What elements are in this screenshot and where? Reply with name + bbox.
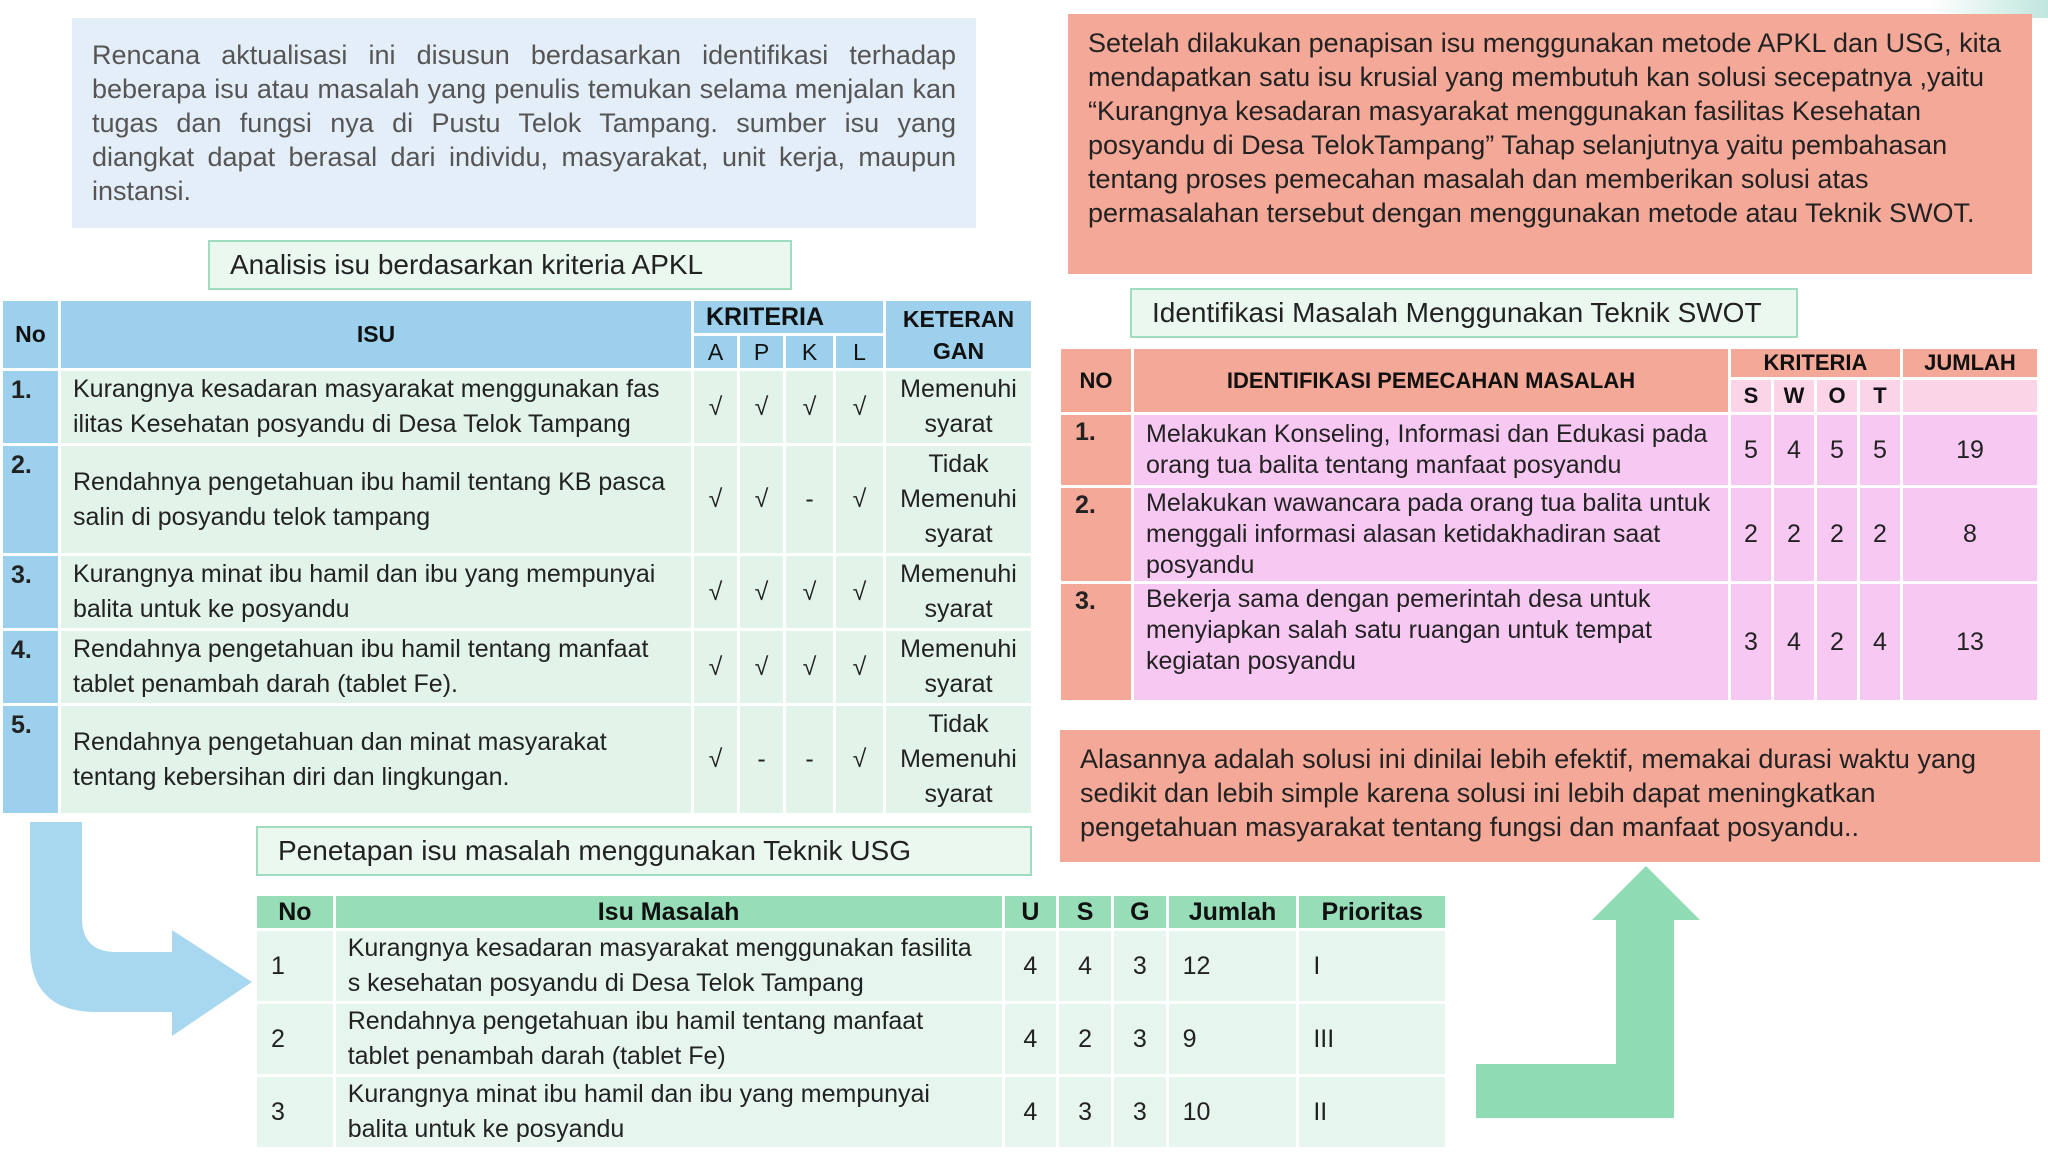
apkl-header-kriteria: KRITERIA bbox=[694, 301, 883, 333]
score-o: 2 bbox=[1817, 488, 1857, 581]
swot-header-jumlah-blank bbox=[1903, 380, 2037, 412]
issue-text: Kurangnya kesadaran masyarakat menggunakan fas ilitas Kesehatan posyandu di Desa Telok Tampang bbox=[61, 371, 691, 443]
score-total: 13 bbox=[1903, 584, 2037, 700]
criteria-k: - bbox=[786, 446, 833, 553]
apkl-header-l: L bbox=[836, 336, 883, 368]
intro-text: Rencana aktualisasi ini disusun berdasarkan identifikasi terhadap beberapa isu atau masalah yang penulis temukan selama menjalan kan tugas dan fungsi nya di Pustu Telok Tampang. sumber isu yang diangkat dapat berasal dari individu, masyarakat, unit kerja, maupun instansi. bbox=[72, 18, 976, 228]
swot-header-no: NO bbox=[1061, 349, 1131, 412]
criteria-p: √ bbox=[740, 556, 783, 628]
keterangan-text: Memenuhi syarat bbox=[886, 556, 1031, 628]
apkl-header-p: P bbox=[740, 336, 783, 368]
criteria-k: √ bbox=[786, 371, 833, 443]
score-t: 2 bbox=[1860, 488, 1900, 581]
score-g: 3 bbox=[1114, 931, 1166, 1001]
table-row bbox=[257, 931, 1445, 1001]
criteria-k: √ bbox=[786, 631, 833, 703]
criteria-p: √ bbox=[740, 371, 783, 443]
priority: III bbox=[1299, 1004, 1445, 1074]
criteria-p: √ bbox=[740, 446, 783, 553]
score-s: 3 bbox=[1059, 1077, 1111, 1147]
apkl-header-isu: ISU bbox=[61, 301, 691, 368]
swot-header-jumlah: JUMLAH bbox=[1903, 349, 2037, 377]
swot-table bbox=[1058, 346, 2040, 703]
table-row bbox=[257, 1077, 1445, 1147]
score-t: 5 bbox=[1860, 415, 1900, 485]
swot-header-identifikasi: IDENTIFIKASI PEMECAHAN MASALAH bbox=[1134, 349, 1728, 412]
apkl-label: Analisis isu berdasarkan kriteria APKL bbox=[208, 240, 792, 290]
row-number: 1. bbox=[3, 371, 58, 443]
table-row bbox=[257, 1004, 1445, 1074]
criteria-l: √ bbox=[836, 631, 883, 703]
table-row bbox=[1061, 415, 2037, 485]
criteria-l: √ bbox=[836, 556, 883, 628]
usg-header-no: No bbox=[257, 896, 333, 928]
score-s: 4 bbox=[1059, 931, 1111, 1001]
score-total: 8 bbox=[1903, 488, 2037, 581]
apkl-table bbox=[0, 298, 1034, 816]
criteria-l: √ bbox=[836, 706, 883, 813]
criteria-l: √ bbox=[836, 446, 883, 553]
score-g: 3 bbox=[1114, 1077, 1166, 1147]
criteria-a: √ bbox=[694, 446, 737, 553]
usg-table bbox=[254, 893, 1448, 1150]
score-u: 4 bbox=[1005, 931, 1057, 1001]
score-s: 5 bbox=[1731, 415, 1771, 485]
row-number: 2 bbox=[257, 1004, 333, 1074]
solution-text: Melakukan wawancara pada orang tua balita untuk menggali informasi alasan ketidakhadiran saat posyandu bbox=[1134, 488, 1728, 581]
keterangan-text: Tidak Memenuhi syarat bbox=[886, 446, 1031, 553]
summary-text: Setelah dilakukan penapisan isu menggunakan metode APKL dan USG, kita mendapatkan satu isu krusial yang membutuh kan solusi secepatnya ,yaitu “Kurangnya kesadaran masyarakat menggunakan fasilitas Kesehatan posyandu di Desa TelokTampang” Tahap selanjutnya yaitu pembahasan tentang proses pemecahan masalah dan memberikan solusi atas permasalahan tersebut dengan menggunakan metode atau Teknik SWOT. bbox=[1068, 14, 2032, 274]
row-number: 3. bbox=[3, 556, 58, 628]
criteria-a: √ bbox=[694, 631, 737, 703]
issue-text: Rendahnya pengetahuan dan minat masyarakat tentang kebersihan diri dan lingkungan. bbox=[61, 706, 691, 813]
usg-label: Penetapan isu masalah menggunakan Teknik USG bbox=[256, 826, 1032, 876]
score-s: 2 bbox=[1731, 488, 1771, 581]
score-u: 4 bbox=[1005, 1077, 1057, 1147]
priority: II bbox=[1299, 1077, 1445, 1147]
score-w: 4 bbox=[1774, 584, 1814, 700]
apkl-header-keterangan: KETERAN GAN bbox=[886, 301, 1031, 368]
score-total: 19 bbox=[1903, 415, 2037, 485]
row-number: 2. bbox=[3, 446, 58, 553]
table-row bbox=[3, 446, 1031, 553]
row-number: 5. bbox=[3, 706, 58, 813]
score-o: 2 bbox=[1817, 584, 1857, 700]
table-row bbox=[3, 371, 1031, 443]
criteria-k: √ bbox=[786, 556, 833, 628]
criteria-p: √ bbox=[740, 631, 783, 703]
row-number: 3. bbox=[1061, 584, 1131, 700]
criteria-l: √ bbox=[836, 371, 883, 443]
solution-text: Melakukan Konseling, Informasi dan Edukasi pada orang tua balita tentang manfaat posyandu bbox=[1134, 415, 1728, 485]
score-g: 3 bbox=[1114, 1004, 1166, 1074]
usg-header-isu: Isu Masalah bbox=[336, 896, 1002, 928]
row-number: 1 bbox=[257, 931, 333, 1001]
swot-header-s: S bbox=[1731, 380, 1771, 412]
score-o: 5 bbox=[1817, 415, 1857, 485]
score-t: 4 bbox=[1860, 584, 1900, 700]
swot-header-kriteria: KRITERIA bbox=[1731, 349, 1900, 377]
score-total: 9 bbox=[1169, 1004, 1297, 1074]
score-total: 10 bbox=[1169, 1077, 1297, 1147]
usg-header-jumlah: Jumlah bbox=[1169, 896, 1297, 928]
row-number: 3 bbox=[257, 1077, 333, 1147]
score-u: 4 bbox=[1005, 1004, 1057, 1074]
issue-text: Kurangnya minat ibu hamil dan ibu yang mempunyai balita untuk ke posyandu bbox=[336, 1077, 1002, 1147]
row-number: 4. bbox=[3, 631, 58, 703]
usg-header-g: G bbox=[1114, 896, 1166, 928]
swot-header-t: T bbox=[1860, 380, 1900, 412]
apkl-header-a: A bbox=[694, 336, 737, 368]
issue-text: Kurangnya minat ibu hamil dan ibu yang mempunyai balita untuk ke posyandu bbox=[61, 556, 691, 628]
keterangan-text: Memenuhi syarat bbox=[886, 631, 1031, 703]
issue-text: Kurangnya kesadaran masyarakat menggunakan fasilita s kesehatan posyandu di Desa Telok Tampang bbox=[336, 931, 1002, 1001]
score-s: 3 bbox=[1731, 584, 1771, 700]
swot-label: Identifikasi Masalah Menggunakan Teknik SWOT bbox=[1130, 288, 1798, 338]
keterangan-text: Tidak Memenuhi syarat bbox=[886, 706, 1031, 813]
criteria-a: √ bbox=[694, 556, 737, 628]
swot-header-o: O bbox=[1817, 380, 1857, 412]
solution-text: Bekerja sama dengan pemerintah desa untuk menyiapkan salah satu ruangan untuk tempat kegiatan posyandu bbox=[1134, 584, 1728, 700]
criteria-a: √ bbox=[694, 371, 737, 443]
table-row bbox=[3, 706, 1031, 813]
keterangan-text: Memenuhi syarat bbox=[886, 371, 1031, 443]
score-w: 2 bbox=[1774, 488, 1814, 581]
score-w: 4 bbox=[1774, 415, 1814, 485]
table-row bbox=[1061, 584, 2037, 700]
score-s: 2 bbox=[1059, 1004, 1111, 1074]
row-number: 1. bbox=[1061, 415, 1131, 485]
table-row bbox=[3, 631, 1031, 703]
usg-header-s: S bbox=[1059, 896, 1111, 928]
usg-header-u: U bbox=[1005, 896, 1057, 928]
row-number: 2. bbox=[1061, 488, 1131, 581]
issue-text: Rendahnya pengetahuan ibu hamil tentang manfaat tablet penambah darah (tablet Fe) bbox=[336, 1004, 1002, 1074]
table-row bbox=[1061, 488, 2037, 581]
issue-text: Rendahnya pengetahuan ibu hamil tentang KB pasca salin di posyandu telok tampang bbox=[61, 446, 691, 553]
apkl-header-no: No bbox=[3, 301, 58, 368]
apkl-header-k: K bbox=[786, 336, 833, 368]
criteria-a: √ bbox=[694, 706, 737, 813]
score-total: 12 bbox=[1169, 931, 1297, 1001]
reason-text: Alasannya adalah solusi ini dinilai lebih efektif, memakai durasi waktu yang sedikit dan lebih simple karena solusi ini lebih dapat meningkatkan pengetahuan masyarakat tentang fungsi dan manfaat posyandu.. bbox=[1060, 730, 2040, 862]
usg-header-prioritas: Prioritas bbox=[1299, 896, 1445, 928]
priority: I bbox=[1299, 931, 1445, 1001]
issue-text: Rendahnya pengetahuan ibu hamil tentang manfaat tablet penambah darah (tablet Fe). bbox=[61, 631, 691, 703]
table-row bbox=[3, 556, 1031, 628]
swot-header-w: W bbox=[1774, 380, 1814, 412]
criteria-p: - bbox=[740, 706, 783, 813]
criteria-k: - bbox=[786, 706, 833, 813]
